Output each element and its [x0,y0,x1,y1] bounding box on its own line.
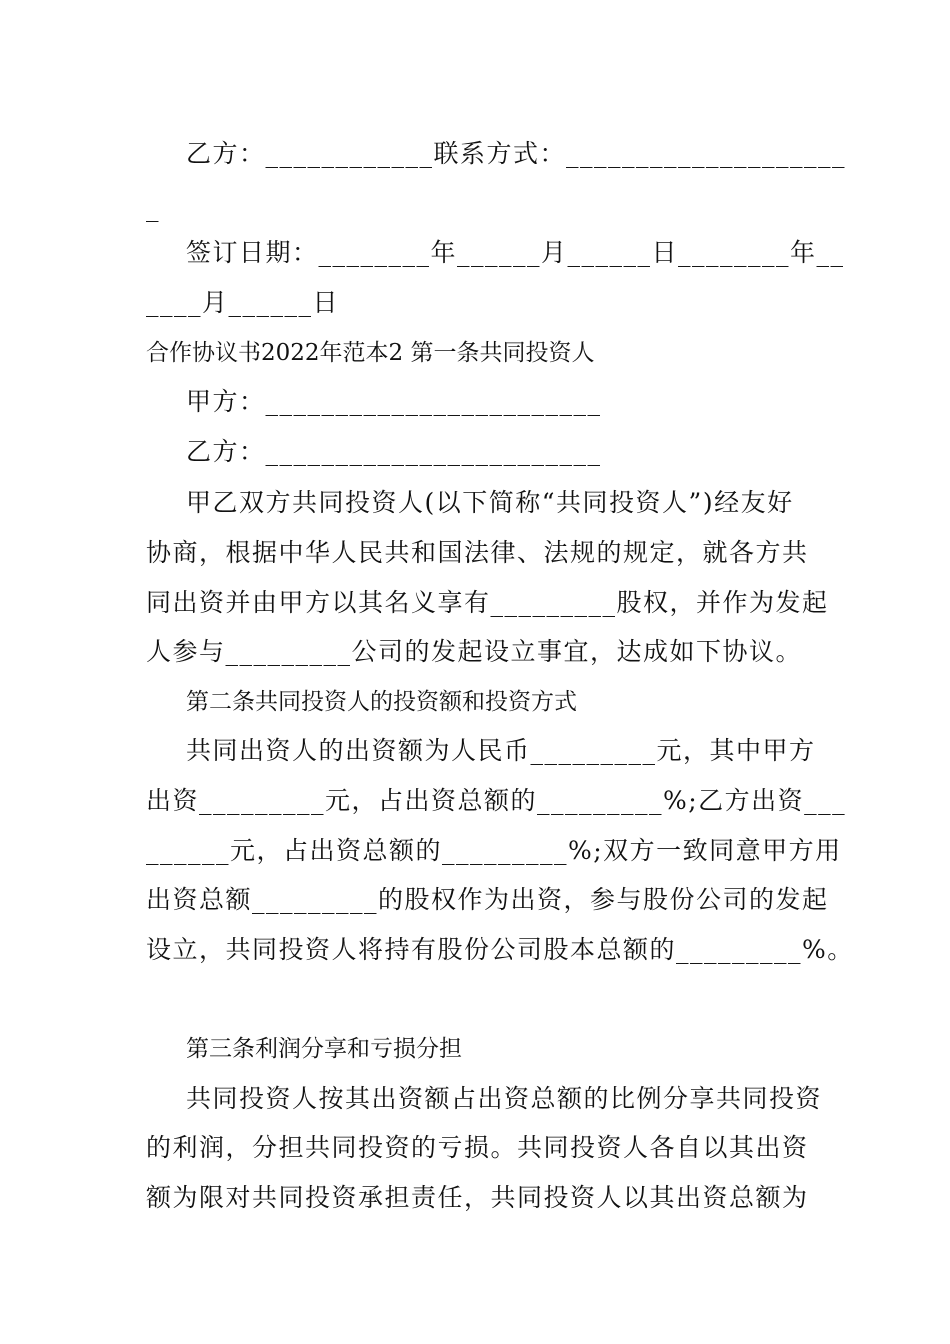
paragraph-line: 出资_________元，占出资总额的_________%;乙方出资___ [146,786,847,815]
paragraph-line: 额为限对共同投资承担责任，共同投资人以其出资总额为 [146,1183,809,1212]
section-heading-sample-2: 合作协议书2022年范本2 第一条共同投资人 [146,340,595,366]
paragraph-line: 共同出资人的出资额为人民币_________元，其中甲方 [186,736,816,765]
signing-date-line: 签订日期：________年______月______日________年__ [186,238,845,267]
party-b-line: 乙方：________________________ [186,437,602,466]
paragraph-line: 甲乙双方共同投资人(以下简称“共同投资人”)经友好 [186,488,794,517]
contact-line-continuation: _ [146,193,160,222]
paragraph-line: 同出资并由甲方以其名义享有_________股权，并作为发起 [146,588,829,617]
paragraph-line: 的利润，分担共同投资的亏损。共同投资人各自以其出资 [146,1133,809,1162]
article-2-heading: 第二条共同投资人的投资额和投资方式 [186,689,577,715]
article-3-heading: 第三条利润分享和亏损分担 [186,1036,462,1062]
paragraph-line: 协商，根据中华人民共和国法律、法规的规定，就各方共 [146,538,809,567]
paragraph-line: 共同投资人按其出资额占出资总额的比例分享共同投资 [186,1084,823,1113]
party-a-line: 甲方：________________________ [186,387,602,416]
paragraph-line: 出资总额_________的股权作为出资，参与股份公司的发起 [146,885,829,914]
paragraph-line: ______元，占出资总额的_________%;双方一致同意甲方用 [146,836,842,865]
paragraph-line: 设立，共同投资人将持有股份公司股本总额的_________%。 [146,935,854,964]
signing-date-continuation: ____月______日 [146,288,340,317]
paragraph-line: 人参与_________公司的发起设立事宜，达成如下协议。 [146,637,803,666]
party-b-contact-line: 乙方：____________联系方式：____________________ [186,139,847,168]
